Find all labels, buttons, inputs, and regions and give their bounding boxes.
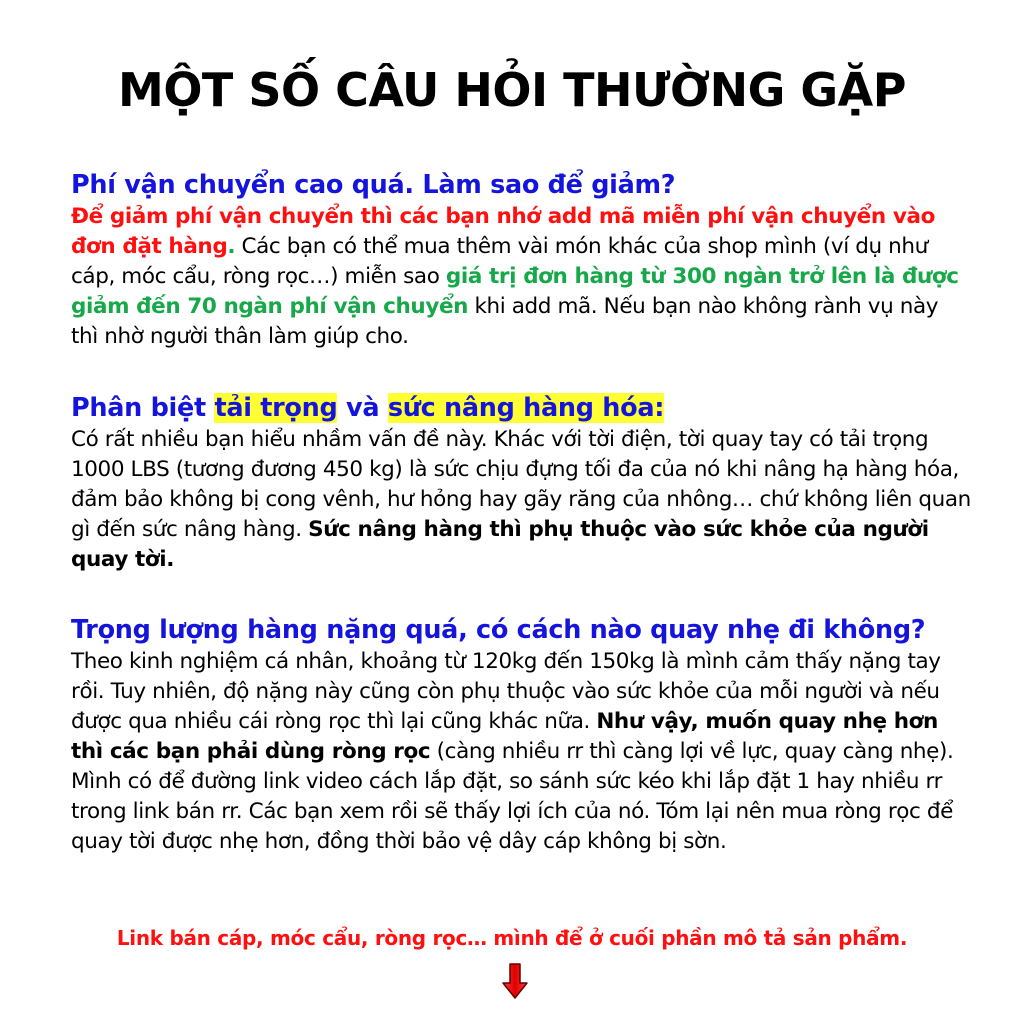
answer-heavy-load [71, 647, 971, 857]
faq-heavy-load [71, 613, 971, 857]
footer-note: Link bán cáp, móc cẩu, ròng rọc… mình để ở cuối phần mô tả sản phẩm. [116, 926, 908, 950]
question-prefix: Phân biệt [71, 393, 215, 423]
question-heavy-load: Trọng lượng hàng nặng quá, có cách nào quay nhẹ đi không? [71, 615, 926, 645]
answer-load-capacity [71, 425, 971, 575]
answer-shipping-green: giá trị đơn hàng từ 300 ngàn trở lên là được giảm đến 70 ngàn phí vận chuyển [71, 264, 959, 319]
highlight-load: tải trọng [214, 393, 338, 423]
answer-heavy-bold: Như vậy, muốn quay nhẹ hơn thì các bạn phải dùng ròng rọc [71, 709, 938, 764]
faq-shipping [71, 168, 971, 352]
answer-heavy-text2: (càng nhiều rr thì càng lợi về lực, quay càng nhẹ). Mình có để đường link video cách lắp đặt, so sánh sức kéo khi lắp đặt 1 hay nhiều rr trong link bán rr. Các bạn xem rồi sẽ thấy lợi ích của nó. Tóm lại nên mua ròng rọc để quay tời được nhẹ hơn, đồng thời bảo vệ dây cáp không bị sờn. [71, 739, 954, 854]
answer-shipping [71, 202, 971, 352]
question-load-capacity [71, 391, 971, 425]
page-title: MỘT SỐ CÂU HỎI THƯỜNG GẶP [118, 63, 906, 117]
down-arrow-icon [502, 963, 528, 999]
answer-shipping-text2: khi add mã. Nếu bạn nào không rành vụ này thì nhờ người thân làm giúp cho. [71, 294, 939, 349]
question-mid: và [337, 393, 388, 423]
answer-shipping-red: Để giảm phí vận chuyển thì các bạn nhớ add mã miễn phí vận chuyển vào đơn đặt hàng [71, 204, 935, 259]
answer-load-bold: Sức nâng hàng thì phụ thuộc vào sức khỏe của người quay tời. [71, 517, 929, 572]
answer-heavy-text1: Theo kinh nghiệm cá nhân, khoảng từ 120kg đến 150kg là mình cảm thấy nặng tay rồi. Tuy nhiên, độ nặng này cũng còn phụ thuộc vào sức khỏe của mỗi người và nếu được qua nhiều cái ròng rọc thì lại cũng khác nữa. [71, 649, 941, 734]
faq-load-capacity [71, 391, 971, 575]
answer-shipping-text1: Các bạn có thể mua thêm vài món khác của shop mình (ví dụ như cáp, móc cẩu, ròng rọc…) miễn sao [71, 234, 928, 289]
answer-shipping-dot: . [227, 234, 236, 259]
highlight-lifting: sức nâng hàng hóa: [387, 393, 665, 423]
answer-load-text1: Có rất nhiều bạn hiểu nhầm vấn đề này. Khác với tời điện, tời quay tay có tải trọng 1000 LBS (tương đương 450 kg) là sức chịu đựng tối đa của nó khi nâng hạ hàng hóa, đảm bảo không bị cong vênh, hư hỏng hay gãy răng của nhông… chứ không liên quan gì đến sức nâng hàng. [71, 427, 971, 542]
question-shipping: Phí vận chuyển cao quá. Làm sao để giảm? [71, 170, 676, 200]
